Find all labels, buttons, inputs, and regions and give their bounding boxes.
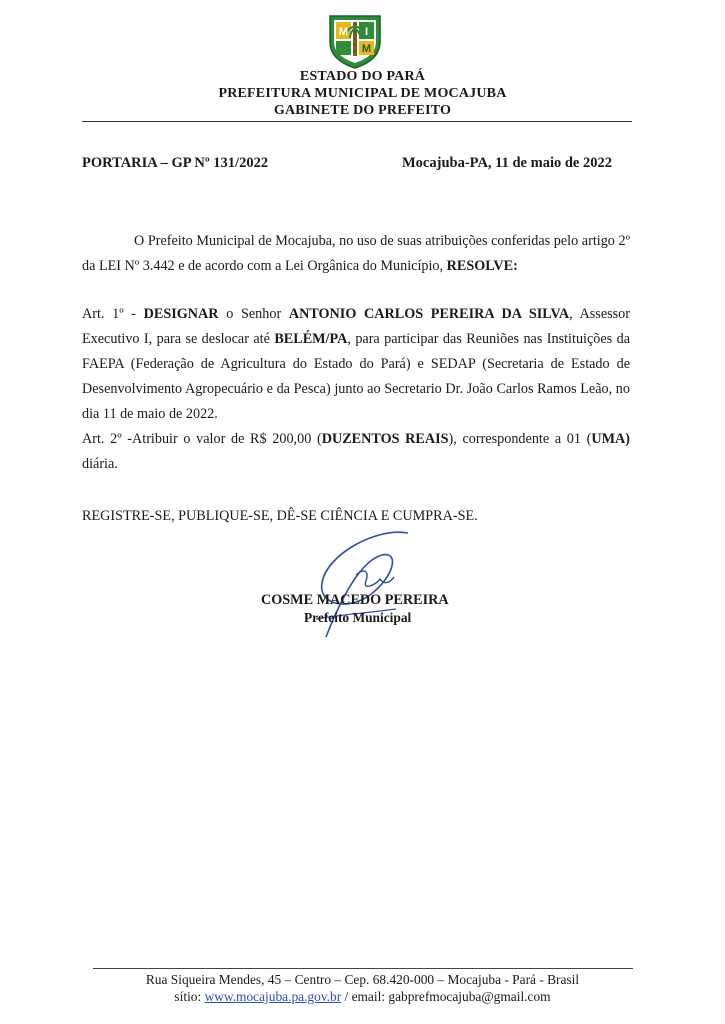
article-2 — [82, 427, 630, 477]
email-label: / email: — [341, 989, 389, 1004]
art1-prefix: Art. 1º - — [82, 306, 144, 322]
crest-letter-right: M — [361, 43, 372, 55]
art1-text-1: o Senhor — [218, 306, 289, 322]
art1-text-2: , Assessor Executivo I, para se deslocar até — [82, 306, 630, 347]
closing-formula: REGISTRE-SE, PUBLIQUE-SE, DÊ-SE CIÊNCIA E CUMPRA-SE. — [82, 508, 478, 524]
place-date: Mocajuba-PA, 11 de maio de 2022 — [402, 155, 612, 171]
art2-text-1: ), correspondente a 01 ( — [448, 431, 592, 447]
art2-text-2: diária. — [82, 456, 118, 472]
resolve-keyword: RESOLVE: — [446, 258, 518, 274]
crest-letter-top: I — [364, 26, 369, 38]
header-divider — [82, 121, 632, 122]
email-address: gabprefmocajuba@gmail.com — [388, 989, 551, 1004]
art1-destination: BELÉM/PA — [274, 331, 348, 347]
crest-letter-left: M — [338, 26, 349, 38]
header-municipality: PREFEITURA MUNICIPAL DE MOCAJUBA — [218, 86, 507, 101]
coat-of-arms-logo — [324, 12, 386, 70]
footer-divider — [93, 968, 633, 969]
art2-amount-words: DUZENTOS REAIS — [321, 431, 449, 447]
header-office: GABINETE DO PREFEITO — [273, 103, 452, 118]
website-link[interactable]: www.mocajuba.pa.gov.br — [204, 989, 342, 1004]
site-label: sítio: — [174, 989, 205, 1004]
footer-contact — [0, 989, 725, 1005]
article-1 — [82, 302, 630, 427]
signer-title: Prefeito Municipal — [304, 610, 412, 625]
footer-address: Rua Siqueira Mendes, 45 – Centro – Cep. 68.420-000 – Mocajuba - Pará - Brasil — [145, 972, 580, 987]
art1-text-3: , para participar das Reuniões nas Instituições da FAEPA (Federação de Agricultura do Estado do Pará) e SEDAP (Secretaria de Estado de Desenvolvimento Agropecuário e da Pesca) junto ao Secretario Dr. João Carlos Ramos Leão, no dia 11 de maio de 2022. — [82, 331, 630, 422]
document-number: PORTARIA – GP Nº 131/2022 — [82, 155, 269, 171]
header-state: ESTADO DO PARÁ — [299, 69, 426, 84]
art2-count-words: UMA) — [591, 431, 630, 447]
intro-text: O Prefeito Municipal de Mocajuba, no uso de suas atribuições conferidas pelo artigo 2º da LEI Nº 3.442 e de acordo com a Lei Orgânica do Município, — [82, 233, 630, 274]
art1-verb: DESIGNAR — [143, 306, 219, 322]
signer-name: COSME MACEDO PEREIRA — [261, 592, 449, 608]
handwritten-signature — [296, 525, 436, 650]
intro-paragraph — [82, 229, 630, 279]
art1-name: ANTONIO CARLOS PEREIRA DA SILVA — [288, 306, 570, 322]
art2-prefix: Art. 2º -Atribuir o valor de R$ 200,00 ( — [82, 431, 322, 447]
